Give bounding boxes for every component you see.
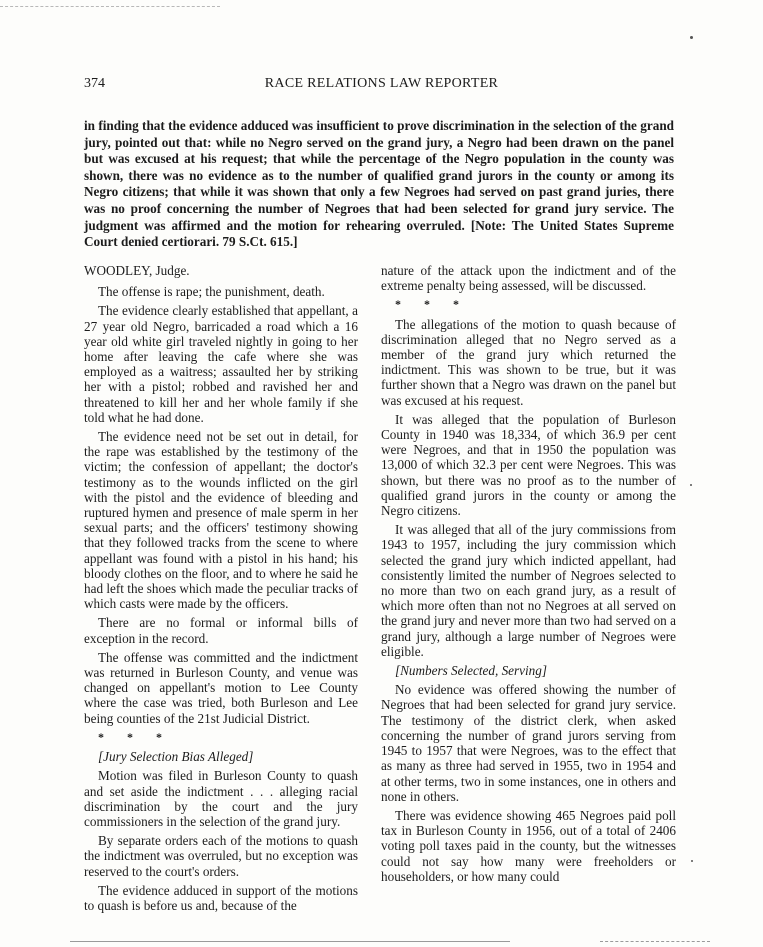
judge-name: WOODLEY, Judge. — [84, 263, 190, 278]
paragraph: There are no formal or informal bills of exception in the record. — [84, 615, 358, 646]
scan-speck — [691, 860, 693, 862]
paragraph: The allegations of the motion to quash because of discrimination alleged that no Negro served as a member of the grand jury which returned the indictment. This was shown to be true, but it was further shown that a Negro was drawn on the panel but was excused at his request. — [381, 316, 676, 408]
scan-bottom-rule — [70, 941, 510, 942]
paragraph: By separate orders each of the motions to quash the indictment was overruled, but no exception was reserved to the court's orders. — [84, 833, 358, 879]
scan-speck — [690, 484, 692, 486]
section-subheading: [Jury Selection Bias Alleged] — [98, 749, 254, 765]
running-head: RACE RELATIONS LAW REPORTER — [264, 76, 499, 91]
paragraph: The evidence need not be set out in detail, for the rape was established by the testimony of the victim; the confession of appellant; the doctor's testimony as to the wounds inflicted on the girl with the pistol and the evidence of bleeding and ruptured hymen and presence of male sperm in her sexual parts; and the officers' testimony showing that they followed tracks from the scene to where appellant was found with a pistol in his hand; his bloody clothes on the floor, and to where he said he had left the shoes which made the peculiar tracks of which casts were made by the officers. — [84, 429, 358, 612]
paragraph: No evidence was offered showing the number of Negroes that had been selected for grand jury service. The testimony of the district clerk, when asked concerning the number of grand jurors serving from 1945 to 1957 that were Negroes, was to the effect that as many as three had served in 1955, two in 1954 and at other terms, two in some instances, one in others and none in others. — [381, 682, 676, 804]
paragraph: Motion was filed in Burleson County to quash and set aside the indictment . . . alleging racial discrimination by the court and the jury commissioners in the selection of the grand jury. — [84, 768, 358, 829]
page-number: 374 — [84, 76, 105, 91]
section-break-stars: * * * — [98, 729, 172, 744]
scan-speck — [690, 36, 693, 39]
paragraph: The offense is rape; the punishment, death. — [98, 284, 325, 300]
paragraph: There was evidence showing 465 Negroes paid poll tax in Burleson County in 1956, out of a total of 2406 voting poll taxes paid in the county, but the witnesses could not say how many were freeholders or householders, or how many could — [381, 807, 676, 884]
paragraph: nature of the attack upon the indictment and of the extreme penalty being assessed, will be discussed. — [381, 263, 676, 294]
paragraph: The evidence adduced in support of the motions to quash is before us and, because of the — [84, 882, 358, 913]
headnote-summary: in finding that the evidence adduced was insufficient to prove discrimination in the selection of the grand jury, pointed out that: while no Negro served on the grand jury, a Negro had been drawn on the panel but was excused at his request; that while the percentage of the Negro population in the county was shown, there was no evidence as to the number of qualified grand jurors in the county or among its Negro citizens; that while it was shown that only a few Negroes had served on past grand juries, there was no proof concerning the number of Negroes that had been selected for grand jury service. The judgment was affirmed and the motion for rehearing overruled. [Note: The United States Supreme Court denied certiorari. 79 S.Ct. 615.] — [84, 118, 674, 250]
section-break-stars: * * * — [395, 297, 469, 312]
scan-edge-mark — [0, 6, 220, 7]
paragraph: The evidence clearly established that appellant, a 27 year old Negro, barricaded a road which a 16 year old white girl traveled nightly in going to her home after leaving the cafe where she was employed as a waitress; assaulted her by striking her with a pistol; robbed and ravished her and threatened to kill her and her whole family if she told what he had done. — [84, 303, 358, 425]
right-column — [381, 263, 676, 888]
paragraph: It was alleged that all of the jury commissions from 1943 to 1957, including the jury commission which selected the grand jury which indicted appellant, had consistently limited the number of Negroes selected to no more than two on each grand jury, as a result of which more often than not no Negroes at all served on the grand jury and never more than two had served on a grand jury, although a large number of Negroes were eligible. — [381, 522, 676, 659]
left-column — [84, 263, 358, 917]
paragraph: It was alleged that the population of Burleson County in 1940 was 18,334, of which 36.9 per cent were Negroes, and that in 1950 the population was 13,000 of which 32.3 per cent were Negroes. This was shown, but there was no proof as to the number of qualified grand jurors in the county or among the Negro citizens. — [381, 411, 676, 519]
paragraph: The offense was committed and the indictment was returned in Burleson County, and venue was changed on appellant's motion to Lee County where the case was tried, both Burleson and Lee being counties of the 21st Judicial District. — [84, 649, 358, 726]
scan-bottom-rule — [600, 941, 710, 942]
section-subheading: [Numbers Selected, Serving] — [395, 663, 547, 679]
